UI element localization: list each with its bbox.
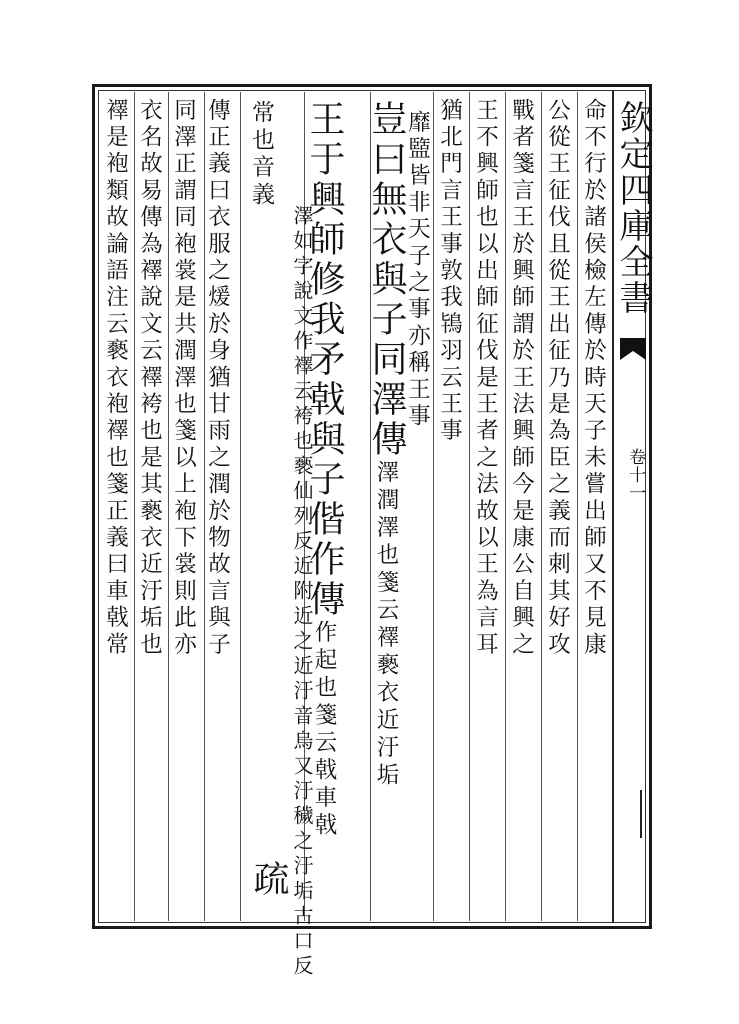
text-column-large — [366, 100, 407, 790]
column-rule — [240, 92, 241, 921]
text-column: 猶北門言王事敦我鴇羽云王事 — [436, 98, 463, 446]
text-column: 靡盬皆非天子之事亦稱王事 — [404, 110, 431, 431]
text-column: 命不行於諸侯檢左傳於時天子未嘗出師又不見康 — [580, 98, 607, 659]
text-column: 王不興師也以出師征伐是王者之法故以王為言耳 — [472, 98, 499, 659]
text-column: 常也音義 — [248, 100, 274, 209]
edge-volume: 卷十一 — [625, 448, 645, 502]
text-column: 戰者箋言王於興師謂於王法興師今是康公自興之 — [508, 98, 535, 659]
commentary-text: 澤潤澤也箋云襗褻衣近汙垢 — [373, 460, 399, 790]
verse-text: 豈曰無衣與子同澤傳 — [366, 100, 407, 460]
column-rule — [168, 92, 169, 921]
text-column: 傳正義曰衣服之煖於身猶甘雨之潤於物故言與子 — [204, 98, 231, 659]
column-rule — [134, 92, 135, 921]
text-column: 襗是袍類故論語注云褻衣袍襗也箋正義曰車戟常 — [102, 98, 129, 659]
fish-tail-icon — [618, 336, 648, 362]
commentary-subcolumns: 澤如字說文作襗云袴也褻仙列反近附近之近汙音烏又汙穢之汙垢古口反 — [290, 205, 314, 980]
column-rule — [577, 92, 578, 921]
column-rule — [505, 92, 506, 921]
commentary-text: 作起也箋云戟車戟 — [311, 620, 337, 840]
column-rule — [433, 92, 434, 921]
text-column: 同澤正謂同袍裳是共潤澤也箋以上袍下裳則此亦 — [170, 98, 197, 659]
column-rule — [541, 92, 542, 921]
shu-marker: 疏 — [248, 860, 289, 896]
column-rule — [469, 92, 470, 921]
edge-tick — [640, 790, 650, 838]
verse-text: 王于興師修我矛戟與子偕作傳 — [304, 100, 345, 620]
edge-title: 欽定四庫全書 — [613, 100, 653, 316]
text-column: 衣名故易傳為襗說文云襗袴也是其褻衣近汙垢也 — [136, 98, 163, 659]
text-column: 公從王征伐且從王出征乃是為臣之義而刺其好攻 — [544, 98, 571, 659]
